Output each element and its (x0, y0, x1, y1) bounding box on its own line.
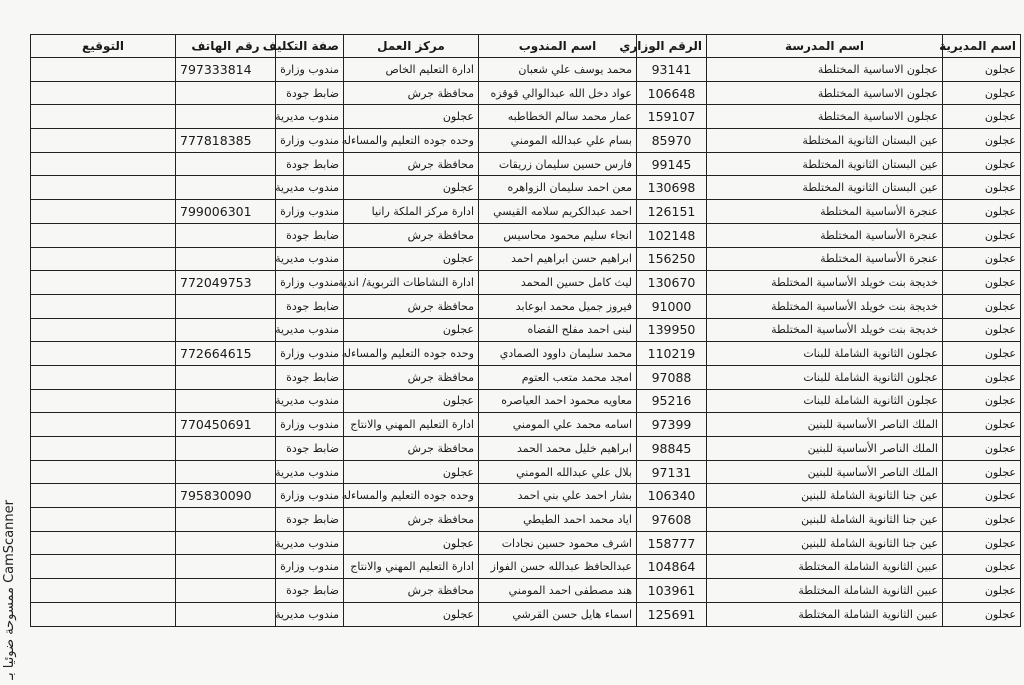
cell-delegate: عبدالحافظ عبدالله حسن الفواز (479, 555, 637, 579)
header-school: اسم المدرسة (707, 35, 943, 58)
table-row (31, 129, 1021, 153)
cell-signature (31, 223, 176, 247)
cell-role: مندوب مديرية (276, 318, 344, 342)
table-row (31, 579, 1021, 603)
cell-workplace: محافظة جرش (344, 579, 479, 603)
table-row (31, 223, 1021, 247)
cell-delegate: احمد عبدالكريم سلامه القيسي (479, 200, 637, 224)
cell-school: عنجرة الأساسية المختلطة (707, 200, 943, 224)
cell-phone (176, 223, 276, 247)
table-row (31, 342, 1021, 366)
cell-delegate: اسامه محمد علي المومني (479, 413, 637, 437)
cell-workplace: ادارة مركز الملكة رانيا (344, 200, 479, 224)
table-row (31, 105, 1021, 129)
cell-directorate: عجلون (943, 555, 1021, 579)
cell-signature (31, 579, 176, 603)
cell-school: عبين الثانوية الشاملة المختلطة (707, 555, 943, 579)
cell-national-id: 125691 (637, 602, 707, 626)
cell-phone (176, 508, 276, 532)
cell-directorate: عجلون (943, 389, 1021, 413)
cell-delegate: بسام علي عبدالله المومني (479, 129, 637, 153)
cell-signature (31, 58, 176, 82)
table-row (31, 365, 1021, 389)
cell-role: مندوب مديرية (276, 105, 344, 129)
cell-school: عجلون الاساسية المختلطة (707, 105, 943, 129)
cell-signature (31, 152, 176, 176)
cell-role: مندوب وزارة (276, 484, 344, 508)
cell-workplace: ادارة التعليم المهني والانتاج (344, 413, 479, 437)
cell-role: مندوب وزارة (276, 413, 344, 437)
table-row (31, 318, 1021, 342)
cell-national-id: 126151 (637, 200, 707, 224)
cell-signature (31, 389, 176, 413)
cell-directorate: عجلون (943, 105, 1021, 129)
table-row (31, 176, 1021, 200)
cell-workplace: محافظة جرش (344, 223, 479, 247)
cell-delegate: محمد يوسف علي شعبان (479, 58, 637, 82)
cell-phone (176, 365, 276, 389)
cell-national-id: 97088 (637, 365, 707, 389)
cell-signature (31, 460, 176, 484)
cell-phone (176, 152, 276, 176)
cell-school: الملك الناصر الأساسية للبنين (707, 413, 943, 437)
cell-workplace: ادارة النشاطات التربوية/ اندية (344, 271, 479, 295)
cell-workplace: محافظة جرش (344, 152, 479, 176)
table-row (31, 531, 1021, 555)
cell-phone (176, 81, 276, 105)
cell-phone (176, 294, 276, 318)
cell-phone (176, 318, 276, 342)
header-national-id: الرقم الوزاري (637, 35, 707, 58)
cell-directorate: عجلون (943, 531, 1021, 555)
cell-directorate: عجلون (943, 318, 1021, 342)
cell-national-id: 159107 (637, 105, 707, 129)
cell-delegate: ابراهيم حسن ابراهيم احمد (479, 247, 637, 271)
cell-directorate: عجلون (943, 508, 1021, 532)
header-directorate: اسم المديرية (943, 35, 1021, 58)
cell-role: مندوب مديرية (276, 460, 344, 484)
cell-signature (31, 484, 176, 508)
cell-school: عجلون الثانوية الشاملة للبنات (707, 389, 943, 413)
cell-school: عبين الثانوية الشاملة المختلطة (707, 602, 943, 626)
cell-school: عنجرة الأساسية المختلطة (707, 247, 943, 271)
cell-directorate: عجلون (943, 200, 1021, 224)
cell-directorate: عجلون (943, 176, 1021, 200)
table-row (31, 460, 1021, 484)
cell-workplace: وحده جوده التعليم والمساءله (344, 484, 479, 508)
table-row (31, 602, 1021, 626)
cell-directorate: عجلون (943, 460, 1021, 484)
cell-national-id: 106340 (637, 484, 707, 508)
cell-phone (176, 437, 276, 461)
cell-phone (176, 176, 276, 200)
cell-role: ضابط جودة (276, 437, 344, 461)
cell-role: مندوب وزارة (276, 555, 344, 579)
cell-national-id: 97608 (637, 508, 707, 532)
cell-delegate: معاويه محمود احمد العياصره (479, 389, 637, 413)
cell-national-id: 97399 (637, 413, 707, 437)
cell-national-id: 85970 (637, 129, 707, 153)
cell-workplace: وحده جوده التعليم والمساءله (344, 129, 479, 153)
cell-directorate: عجلون (943, 413, 1021, 437)
cell-national-id: 158777 (637, 531, 707, 555)
cell-school: عين البستان الثانوية المختلطة (707, 152, 943, 176)
cell-phone (176, 602, 276, 626)
cell-national-id: 97131 (637, 460, 707, 484)
cell-phone (176, 555, 276, 579)
cell-school: الملك الناصر الأساسية للبنين (707, 460, 943, 484)
cell-school: عين البستان الثانوية المختلطة (707, 176, 943, 200)
cell-workplace: محافظة جرش (344, 365, 479, 389)
cell-directorate: عجلون (943, 129, 1021, 153)
cell-directorate: عجلون (943, 294, 1021, 318)
cell-school: خديجة بنت خويلد الأساسية المختلطة (707, 318, 943, 342)
cell-school: عجلون الاساسية المختلطة (707, 58, 943, 82)
cell-school: عين البستان الثانوية المختلطة (707, 129, 943, 153)
cell-signature (31, 531, 176, 555)
table-row (31, 152, 1021, 176)
cell-national-id: 98845 (637, 437, 707, 461)
cell-national-id: 156250 (637, 247, 707, 271)
cell-phone: 777818385 (176, 129, 276, 153)
cell-delegate: بشار احمد علي بني احمد (479, 484, 637, 508)
table-row (31, 389, 1021, 413)
cell-directorate: عجلون (943, 271, 1021, 295)
cell-signature (31, 342, 176, 366)
table-row (31, 81, 1021, 105)
cell-workplace: عجلون (344, 531, 479, 555)
cell-role: ضابط جودة (276, 365, 344, 389)
table-row (31, 555, 1021, 579)
cell-school: خديجة بنت خويلد الأساسية المختلطة (707, 294, 943, 318)
header-signature: التوقيع (31, 35, 176, 58)
cell-signature (31, 413, 176, 437)
cell-directorate: عجلون (943, 223, 1021, 247)
cell-phone: 799006301 (176, 200, 276, 224)
table-row (31, 271, 1021, 295)
table-row (31, 294, 1021, 318)
cell-role: ضابط جودة (276, 81, 344, 105)
cell-role: ضابط جودة (276, 152, 344, 176)
cell-signature (31, 247, 176, 271)
cell-delegate: معن احمد سليمان الزواهره (479, 176, 637, 200)
cell-phone (176, 389, 276, 413)
cell-delegate: انجاء سليم محمود محاسيس (479, 223, 637, 247)
cell-role: مندوب وزارة (276, 58, 344, 82)
cell-workplace: وحده جوده التعليم والمساءله (344, 342, 479, 366)
cell-role: مندوب مديرية (276, 247, 344, 271)
cell-phone: 770450691 (176, 413, 276, 437)
cell-signature (31, 508, 176, 532)
cell-workplace: عجلون (344, 389, 479, 413)
cell-role: مندوب مديرية (276, 389, 344, 413)
cell-workplace: محافظة جرش (344, 508, 479, 532)
cell-role: ضابط جودة (276, 508, 344, 532)
cell-signature (31, 200, 176, 224)
cell-workplace: ادارة التعليم المهني والانتاج (344, 555, 479, 579)
cell-signature (31, 176, 176, 200)
cell-phone: 795830090 (176, 484, 276, 508)
cell-role: مندوب مديرية (276, 176, 344, 200)
cell-national-id: 130698 (637, 176, 707, 200)
cell-role: ضابط جودة (276, 579, 344, 603)
cell-national-id: 130670 (637, 271, 707, 295)
cell-school: عنجرة الأساسية المختلطة (707, 223, 943, 247)
cell-delegate: فارس حسين سليمان زريقات (479, 152, 637, 176)
cell-national-id: 104864 (637, 555, 707, 579)
cell-directorate: عجلون (943, 602, 1021, 626)
cell-phone (176, 247, 276, 271)
cell-role: مندوب وزارة (276, 271, 344, 295)
cell-phone (176, 105, 276, 129)
cell-delegate: محمد سليمان داوود الصمادي (479, 342, 637, 366)
cell-school: الملك الناصر الأساسية للبنين (707, 437, 943, 461)
cell-delegate: بلال علي عبدالله المومني (479, 460, 637, 484)
cell-role: مندوب مديرية (276, 602, 344, 626)
cell-directorate: عجلون (943, 58, 1021, 82)
cell-signature (31, 555, 176, 579)
cell-directorate: عجلون (943, 342, 1021, 366)
cell-phone (176, 579, 276, 603)
cell-role: ضابط جودة (276, 223, 344, 247)
cell-signature (31, 105, 176, 129)
table-row (31, 437, 1021, 461)
cell-school: عين جنا الثانوية الشاملة للبنين (707, 484, 943, 508)
cell-delegate: فيروز جميل محمد ابوعابد (479, 294, 637, 318)
cell-national-id: 91000 (637, 294, 707, 318)
cell-delegate: هند مصطفى احمد المومني (479, 579, 637, 603)
cell-role: مندوب مديرية (276, 531, 344, 555)
cell-workplace: عجلون (344, 460, 479, 484)
cell-delegate: اسماء هايل حسن القرشي (479, 602, 637, 626)
cell-delegate: ليث كامل حسين المحمد (479, 271, 637, 295)
cell-phone (176, 531, 276, 555)
header-delegate: اسم المندوب (479, 35, 637, 58)
cell-delegate: عمار محمد سالم الخطاطبه (479, 105, 637, 129)
table-row (31, 508, 1021, 532)
cell-workplace: محافظة جرش (344, 437, 479, 461)
table-row (31, 247, 1021, 271)
header-phone: رقم الهاتف (176, 35, 276, 58)
cell-signature (31, 437, 176, 461)
cell-delegate: اشرف محمود حسين نجادات (479, 531, 637, 555)
cell-workplace: ادارة التعليم الخاص (344, 58, 479, 82)
cell-school: عين جنا الثانوية الشاملة للبنين (707, 531, 943, 555)
table-row (31, 58, 1021, 82)
cell-workplace: عجلون (344, 247, 479, 271)
cell-phone: 797333814 (176, 58, 276, 82)
cell-delegate: ابراهيم خليل محمد الحمد (479, 437, 637, 461)
header-role: صفة التكليف (276, 35, 344, 58)
header-workplace: مركز العمل (344, 35, 479, 58)
cell-delegate: لبنى احمد مفلح القضاه (479, 318, 637, 342)
cell-workplace: عجلون (344, 602, 479, 626)
cell-directorate: عجلون (943, 365, 1021, 389)
cell-school: عجلون الاساسية المختلطة (707, 81, 943, 105)
camscanner-watermark: ممسوحة ضوئيا بـ CamScanner (2, 500, 17, 680)
cell-directorate: عجلون (943, 484, 1021, 508)
cell-national-id: 99145 (637, 152, 707, 176)
cell-workplace: عجلون (344, 318, 479, 342)
cell-national-id: 110219 (637, 342, 707, 366)
cell-signature (31, 294, 176, 318)
cell-directorate: عجلون (943, 152, 1021, 176)
cell-signature (31, 271, 176, 295)
delegates-table (30, 34, 1021, 627)
cell-school: عجلون الثانوية الشاملة للبنات (707, 365, 943, 389)
cell-directorate: عجلون (943, 437, 1021, 461)
cell-role: مندوب وزارة (276, 200, 344, 224)
cell-directorate: عجلون (943, 81, 1021, 105)
cell-national-id: 139950 (637, 318, 707, 342)
cell-signature (31, 129, 176, 153)
cell-signature (31, 318, 176, 342)
cell-role: مندوب وزارة (276, 129, 344, 153)
cell-national-id: 93141 (637, 58, 707, 82)
cell-role: مندوب وزارة (276, 342, 344, 366)
cell-role: ضابط جودة (276, 294, 344, 318)
cell-phone: 772049753 (176, 271, 276, 295)
cell-school: عين جنا الثانوية الشاملة للبنين (707, 508, 943, 532)
cell-workplace: محافظة جرش (344, 294, 479, 318)
cell-phone (176, 460, 276, 484)
cell-national-id: 106648 (637, 81, 707, 105)
cell-phone: 772664615 (176, 342, 276, 366)
cell-directorate: عجلون (943, 579, 1021, 603)
table-row (31, 413, 1021, 437)
cell-school: عبين الثانوية الشاملة المختلطة (707, 579, 943, 603)
table-row (31, 200, 1021, 224)
cell-directorate: عجلون (943, 247, 1021, 271)
cell-delegate: امجد محمد متعب العتوم (479, 365, 637, 389)
cell-delegate: اياد محمد احمد الطيطي (479, 508, 637, 532)
cell-signature (31, 602, 176, 626)
cell-signature (31, 81, 176, 105)
cell-national-id: 102148 (637, 223, 707, 247)
cell-workplace: عجلون (344, 105, 479, 129)
cell-school: خديجة بنت خويلد الأساسية المختلطة (707, 271, 943, 295)
table-row (31, 484, 1021, 508)
cell-delegate: عواد دخل الله عبدالوالي قوقزه (479, 81, 637, 105)
cell-national-id: 95216 (637, 389, 707, 413)
cell-workplace: محافظة جرش (344, 81, 479, 105)
header-row (31, 35, 1021, 58)
cell-national-id: 103961 (637, 579, 707, 603)
cell-school: عجلون الثانوية الشاملة للبنات (707, 342, 943, 366)
cell-signature (31, 365, 176, 389)
cell-workplace: عجلون (344, 176, 479, 200)
